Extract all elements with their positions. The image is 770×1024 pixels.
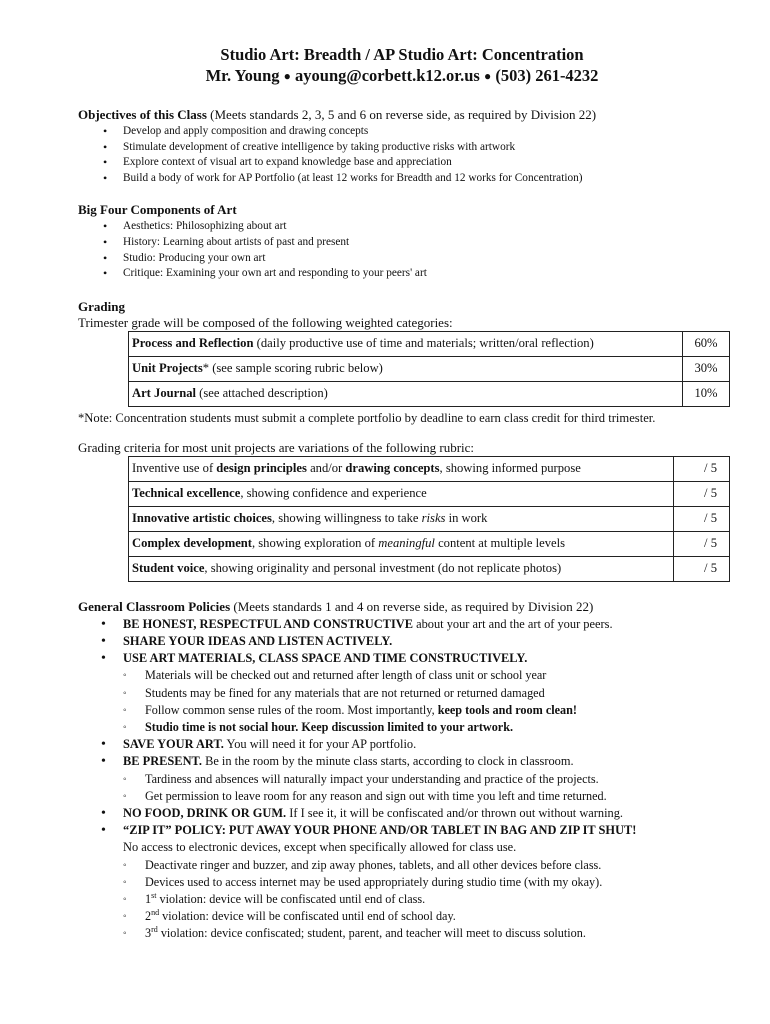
zip-it-description: No access to electronic devices, except when specifically allowed for class use. — [123, 840, 517, 855]
category-cell: Unit Projects* (see sample scoring rubric below) — [129, 356, 683, 381]
title-line-2 — [74, 65, 730, 87]
list-item: ◦ Deactivate ringer and buzzer, and zip away phones, tablets, and all other devices before class. — [145, 857, 730, 874]
policies-list — [78, 616, 730, 943]
percent-cell: 60% — [683, 331, 730, 356]
table-row — [129, 481, 730, 506]
percent-cell: 10% — [683, 381, 730, 406]
rubric-table — [128, 456, 730, 582]
teacher-phone: (503) 261-4232 — [495, 66, 599, 85]
percent-cell: 30% — [683, 356, 730, 381]
score-cell: / 5 — [674, 481, 730, 506]
list-item: ◦ Follow common sense rules of the room. Most importantly, keep tools and room clean! — [145, 702, 730, 719]
list-item: • SAVE YOUR ART. You will need it for your AP portfolio. — [123, 736, 730, 753]
category-cell: Process and Reflection (daily productive use of time and materials; written/oral reflection) — [129, 331, 683, 356]
list-item: • SHARE YOUR IDEAS AND LISTEN ACTIVELY. — [123, 633, 730, 650]
score-cell: / 5 — [674, 506, 730, 531]
list-item: • Explore context of visual art to expand knowledge base and appreciation — [123, 155, 730, 171]
criterion-cell: Innovative artistic choices, showing willingness to take risks in work — [129, 506, 674, 531]
table-row — [129, 556, 730, 581]
score-cell: / 5 — [674, 531, 730, 556]
list-item: ◦ Tardiness and absences will naturally impact your understanding and practice of the projects. — [145, 771, 730, 788]
list-item: • Critique: Examining your own art and responding to your peers' art — [123, 266, 730, 282]
list-item: • BE PRESENT. Be in the room by the minute class starts, according to clock in classroom. ◦ Tardiness and absences will naturally impact your understanding and practice of the projects. ◦ Get permission to leave room for any reason and sign out with time you left and time returned. — [123, 753, 730, 805]
list-item: ◦ Studio time is not social hour. Keep discussion limited to your artwork. — [145, 719, 730, 736]
list-item: • History: Learning about artists of past and present — [123, 235, 730, 251]
table-row — [129, 531, 730, 556]
rubric-intro: Grading criteria for most unit projects are variations of the following rubric: — [78, 439, 475, 455]
list-item: ◦ Get permission to leave room for any reason and sign out with time you left and time returned. — [145, 788, 730, 805]
policies-heading: General Classroom Policies (Meets standards 1 and 4 on reverse side, as required by Division 22) — [78, 598, 594, 614]
list-item: ◦ 2nd violation: device will be confiscated until end of school day. — [145, 908, 730, 925]
list-item: ◦ Students may be fined for any materials that are not returned or returned damaged — [145, 685, 730, 702]
table-row — [129, 381, 730, 406]
objectives-list — [78, 124, 730, 186]
table-row — [129, 356, 730, 381]
grading-intro: Trimester grade will be composed of the following weighted categories: — [78, 314, 453, 330]
list-item: • Aesthetics: Philosophizing about art — [123, 219, 730, 235]
list-item: ◦ 1st violation: device will be confiscated until end of class. — [145, 891, 730, 908]
list-item: • Develop and apply composition and drawing concepts — [123, 124, 730, 140]
list-item: ◦ Materials will be checked out and returned after length of class unit or school year — [145, 667, 730, 684]
concentration-note: *Note: Concentration students must submit a complete portfolio by deadline to earn class credit for third trimester. — [78, 410, 656, 425]
grading-weights-table — [128, 331, 730, 407]
list-item: • “ZIP IT” POLICY: PUT AWAY YOUR PHONE AND/OR TABLET IN BAG AND ZIP IT SHUT! No access to electronic devices, except when specifically allowed for class use. ◦ Deactivate ringer and buzzer, and zip away phones, tablets, and all other devices before class. ◦ Devices used to access internet may be used appropriately during studio time (with my okay). ◦ 1st violation: device will be confiscated until end of class. ◦ 2nd violation: device will be confiscated until end of school day. ◦ 3rd violation: device confiscated; student, parent, and teacher will meet to discuss solution. — [123, 822, 730, 942]
criterion-cell: Inventive use of design principles and/or drawing concepts, showing informed purpose — [129, 456, 674, 481]
score-cell: / 5 — [674, 456, 730, 481]
criterion-cell: Complex development, showing exploration of meaningful content at multiple levels — [129, 531, 674, 556]
list-item: • BE HONEST, RESPECTFUL AND CONSTRUCTIVE about your art and the art of your peers. — [123, 616, 730, 633]
teacher-name: Mr. Young — [205, 66, 280, 85]
teacher-email: ayoung@corbett.k12.or.us — [295, 66, 480, 85]
list-item: ◦ 3rd violation: device confiscated; student, parent, and teacher will meet to discuss solution. — [145, 925, 730, 942]
criterion-cell: Student voice, showing originality and personal investment (do not replicate photos) — [129, 556, 674, 581]
list-item: • USE ART MATERIALS, CLASS SPACE AND TIME CONSTRUCTIVELY. ◦ Materials will be checked out and returned after length of class unit or school year ◦ Students may be fined for any materials that are not returned or returned damaged ◦ Follow common sense rules of the room. Most importantly, keep tools and room clean! ◦ Studio time is not social hour. Keep discussion limited to your artwork. — [123, 650, 730, 736]
list-item: ◦ Devices used to access internet may be used appropriately during studio time (with my okay). — [145, 874, 730, 891]
grading-heading: Grading — [78, 298, 125, 314]
document-title — [74, 44, 730, 87]
list-item: • Build a body of work for AP Portfolio (at least 12 works for Breadth and 12 works for Concentration) — [123, 171, 730, 187]
objectives-heading: Objectives of this Class (Meets standards 2, 3, 5 and 6 on reverse side, as required by Division 22) — [78, 107, 597, 122]
title-line-1: Studio Art: Breadth / AP Studio Art: Concentration — [220, 45, 584, 64]
separator-dot: ● — [283, 69, 291, 83]
table-row — [129, 506, 730, 531]
list-item: • NO FOOD, DRINK OR GUM. If I see it, it will be confiscated and/or thrown out without warning. — [123, 805, 730, 822]
big-four-heading: Big Four Components of Art — [78, 202, 237, 218]
table-row — [129, 331, 730, 356]
big-four-list — [78, 219, 730, 281]
criterion-cell: Technical excellence, showing confidence and experience — [129, 481, 674, 506]
category-cell: Art Journal (see attached description) — [129, 381, 683, 406]
list-item: • Stimulate development of creative intelligence by taking productive risks with artwork — [123, 140, 730, 156]
table-row — [129, 456, 730, 481]
separator-dot: ● — [483, 69, 492, 83]
score-cell: / 5 — [674, 556, 730, 581]
list-item: • Studio: Producing your own art — [123, 251, 730, 267]
